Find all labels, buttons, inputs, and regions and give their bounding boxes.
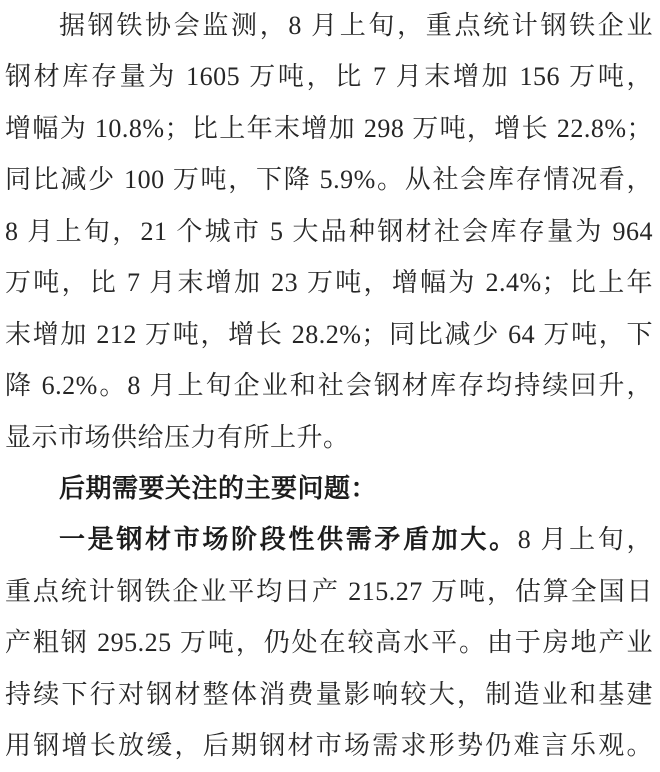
bold-text-segment: 后期需要关注的主要问题： — [59, 472, 378, 503]
bold-text-segment: 一是钢材市场阶段性供需矛盾加大。 — [59, 524, 518, 555]
text-line — [5, 669, 653, 720]
text-line — [5, 720, 653, 771]
text-line — [5, 412, 653, 463]
text-segment: 8 月上旬， — [517, 525, 653, 555]
text-line — [5, 51, 653, 102]
text-segment: 重点统计钢铁企业平均日产 215.27 万吨，估算全国日 — [5, 576, 653, 606]
text-line — [5, 154, 653, 205]
text-segment: 万吨，比 7 月末增加 23 万吨，增幅为 2.4%；比上年 — [5, 268, 653, 298]
text-segment: 末增加 212 万吨，增长 28.2%；同比减少 64 万吨，下 — [5, 319, 653, 349]
text-segment: 同比减少 100 万吨，下降 5.9%。从社会库存情况看， — [5, 165, 653, 195]
text-segment: 增幅为 10.8%；比上年末增加 298 万吨，增长 22.8%； — [5, 113, 653, 143]
text-line — [5, 463, 653, 514]
text-line — [5, 360, 653, 411]
text-line — [5, 309, 653, 360]
text-segment: 据钢铁协会监测，8 月上旬，重点统计钢铁企业 — [59, 11, 653, 40]
text-segment: 降 6.2%。8 月上旬企业和社会钢材库存均持续回升， — [5, 371, 653, 401]
text-segment: 产粗钢 295.25 万吨，仍处在较高水平。由于房地产业 — [5, 628, 653, 658]
text-segment: 显示市场供给压力有所上升。 — [5, 422, 350, 452]
text-segment: 持续下行对钢材整体消费量影响较大，制造业和基建 — [5, 679, 653, 709]
text-line — [5, 617, 653, 668]
text-segment: 钢材库存量为 1605 万吨，比 7 月末增加 156 万吨， — [5, 62, 653, 92]
text-segment: 用钢增长放缓，后期钢材市场需求形势仍难言乐观。 — [5, 731, 653, 761]
text-line — [5, 103, 653, 154]
text-line — [5, 566, 653, 617]
text-line — [5, 514, 653, 565]
text-segment: 8 月上旬，21 个城市 5 大品种钢材社会库存量为 964 — [5, 216, 653, 246]
text-line — [5, 257, 653, 308]
text-line — [5, 0, 653, 51]
text-line — [5, 206, 653, 257]
